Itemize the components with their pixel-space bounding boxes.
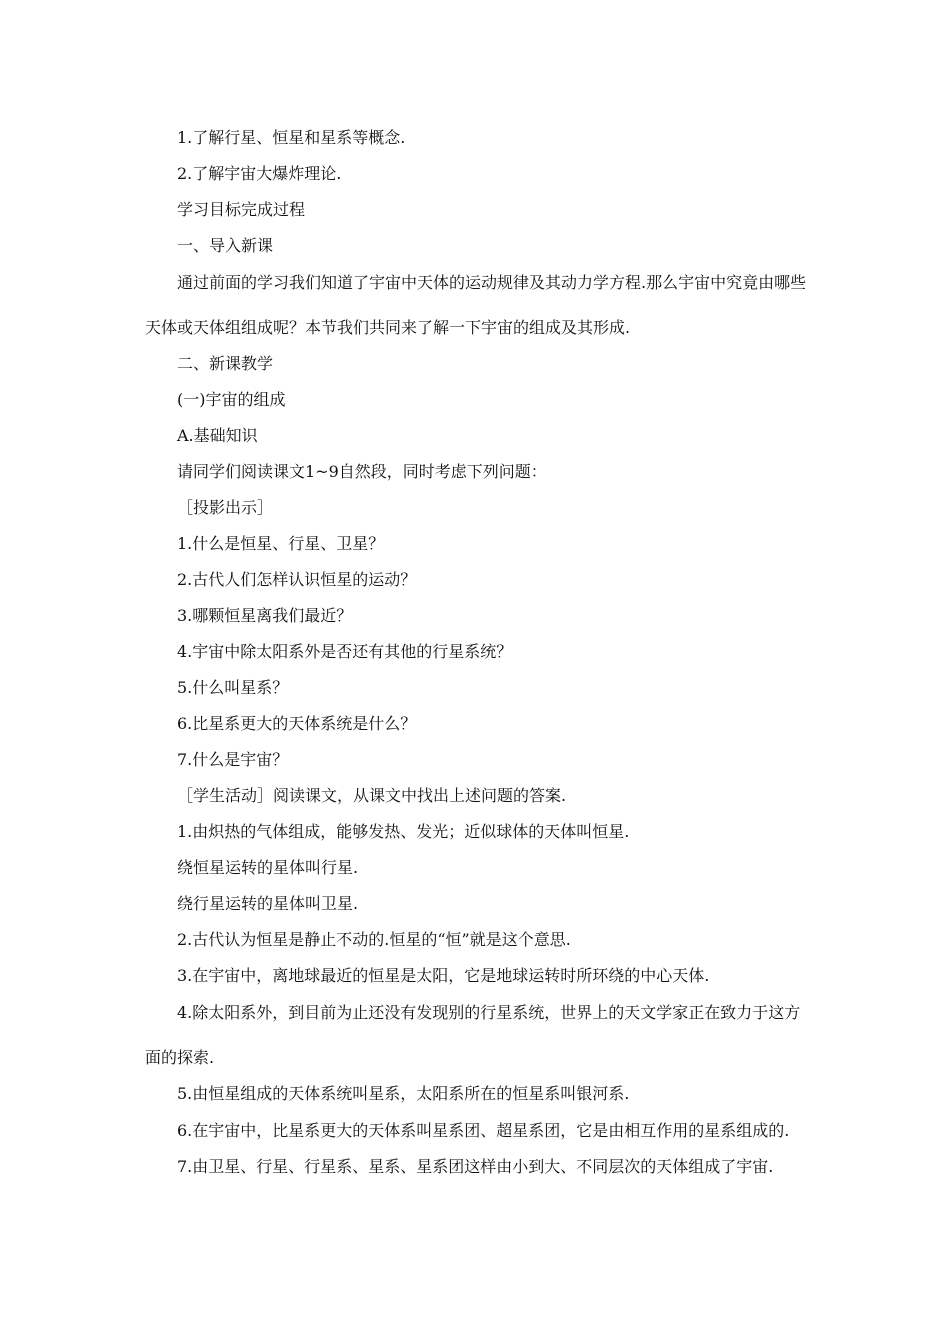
section-heading-intro: 一、导入新课 bbox=[177, 236, 274, 255]
answer-3: 3.在宇宙中，离地球最近的恒星是太阳，它是地球运转时所环绕的中心天体. bbox=[177, 966, 710, 985]
section-heading-new-lesson: 二、新课教学 bbox=[177, 354, 274, 373]
answer-6: 6.在宇宙中，比星系更大的天体系叫星系团、超星系团，它是由相互作用的星系组成的. bbox=[177, 1121, 790, 1140]
answer-7: 7.由卫星、行星、行星系、星系、星系团这样由小到大、不同层次的天体组成了宇宙. bbox=[177, 1157, 774, 1176]
question-4: 4.宇宙中除太阳系外是否还有其他的行星系统？ bbox=[177, 642, 513, 661]
objective-1: 1.了解行星、恒星和星系等概念. bbox=[177, 128, 406, 147]
question-5: 5.什么叫星系？ bbox=[177, 678, 289, 697]
subsection-heading-basic-knowledge: A.基础知识 bbox=[177, 426, 258, 445]
question-6: 6.比星系更大的天体系统是什么？ bbox=[177, 714, 417, 733]
answer-1-planet: 绕恒星运转的星体叫行星. bbox=[177, 858, 359, 877]
reading-instruction: 请同学们阅读课文1~9自然段，同时考虑下列问题： bbox=[177, 462, 547, 481]
document-body bbox=[145, 120, 810, 1185]
answer-2: 2.古代认为恒星是静止不动的.恒星的“恒”就是这个意思. bbox=[177, 930, 571, 949]
question-7: 7.什么是宇宙？ bbox=[177, 750, 289, 769]
answer-5: 5.由恒星组成的天体系统叫星系，太阳系所在的恒星系叫银河系. bbox=[177, 1084, 630, 1103]
answer-4: 4.除太阳系外，到目前为止还没有发现别的行星系统，世界上的天文学家正在致力于这方面的探索. bbox=[145, 1003, 801, 1067]
intro-paragraph: 通过前面的学习我们知道了宇宙中天体的运动规律及其动力学方程.那么宇宙中究竟由哪些天体或天体组组成呢？本节我们共同来了解一下宇宙的组成及其形成. bbox=[145, 273, 807, 337]
projection-label: ［投影出示］ bbox=[177, 498, 274, 517]
question-3: 3.哪颗恒星离我们最近？ bbox=[177, 606, 353, 625]
student-activity: ［学生活动］阅读课文，从课文中找出上述问题的答案. bbox=[177, 786, 567, 805]
subsection-heading-universe-composition: (一)宇宙的组成 bbox=[177, 390, 286, 409]
question-1: 1.什么是恒星、行星、卫星？ bbox=[177, 534, 385, 553]
answer-1: 1.由炽热的气体组成，能够发热、发光；近似球体的天体叫恒星. bbox=[177, 822, 630, 841]
question-2: 2.古代人们怎样认识恒星的运动？ bbox=[177, 570, 417, 589]
objective-2: 2.了解宇宙大爆炸理论. bbox=[177, 164, 342, 183]
section-heading-process: 学习目标完成过程 bbox=[177, 200, 306, 219]
answer-1-satellite: 绕行星运转的星体叫卫星. bbox=[177, 894, 359, 913]
